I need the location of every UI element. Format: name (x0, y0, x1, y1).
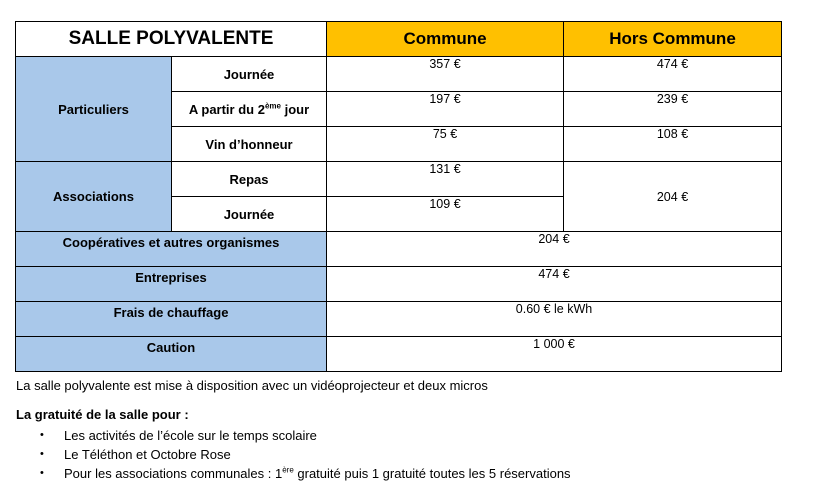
price-commune: 197 € (327, 92, 564, 127)
price-hors-commune: 474 € (564, 57, 782, 92)
category-particuliers: Particuliers (16, 57, 172, 162)
tarifs-table (15, 21, 782, 372)
free-use-title: La gratuité de la salle pour : (16, 407, 189, 422)
table-row (16, 302, 782, 337)
table-row (16, 162, 782, 197)
header-commune: Commune (327, 22, 564, 57)
row-label: Repas (172, 162, 327, 197)
price-commune: 75 € (327, 127, 564, 162)
row-label: Journée (172, 197, 327, 232)
price-single: 204 € (327, 232, 782, 267)
price-single: 0.60 € le kWh (327, 302, 782, 337)
table-row (16, 232, 782, 267)
category-chauffage: Frais de chauffage (16, 302, 327, 337)
price-commune: 357 € (327, 57, 564, 92)
list-item: • Pour les associations communales : 1ère gratuité puis 1 gratuité toutes les 5 réservations (40, 465, 571, 481)
list-item: • Le Téléthon et Octobre Rose (40, 447, 231, 462)
price-single: 1 000 € (327, 337, 782, 372)
category-caution: Caution (16, 337, 327, 372)
category-cooperatives: Coopératives et autres organismes (16, 232, 327, 267)
row-label: Journée (172, 57, 327, 92)
category-entreprises: Entreprises (16, 267, 327, 302)
header-hors-commune: Hors Commune (564, 22, 782, 57)
price-single: 474 € (327, 267, 782, 302)
row-label: Vin d’honneur (172, 127, 327, 162)
bullet-icon: • (40, 429, 44, 441)
price-commune: 131 € (327, 162, 564, 197)
table-title: SALLE POLYVALENTE (16, 22, 327, 57)
equipment-note: La salle polyvalente est mise à disposition avec un vidéoprojecteur et deux micros (16, 378, 488, 393)
bullet-icon: • (40, 467, 44, 479)
list-item: • Les activités de l’école sur le temps scolaire (40, 428, 317, 443)
table-row (16, 337, 782, 372)
bullet-icon: • (40, 448, 44, 460)
free-use-list (16, 427, 571, 484)
price-hors-commune: 239 € (564, 92, 782, 127)
category-associations: Associations (16, 162, 172, 232)
table-row (16, 57, 782, 92)
table-row (16, 267, 782, 302)
header-row (16, 22, 782, 57)
price-hors-commune: 108 € (564, 127, 782, 162)
price-hors-commune: 204 € (564, 162, 782, 232)
price-commune: 109 € (327, 197, 564, 232)
row-label: A partir du 2ème jour (172, 92, 327, 127)
